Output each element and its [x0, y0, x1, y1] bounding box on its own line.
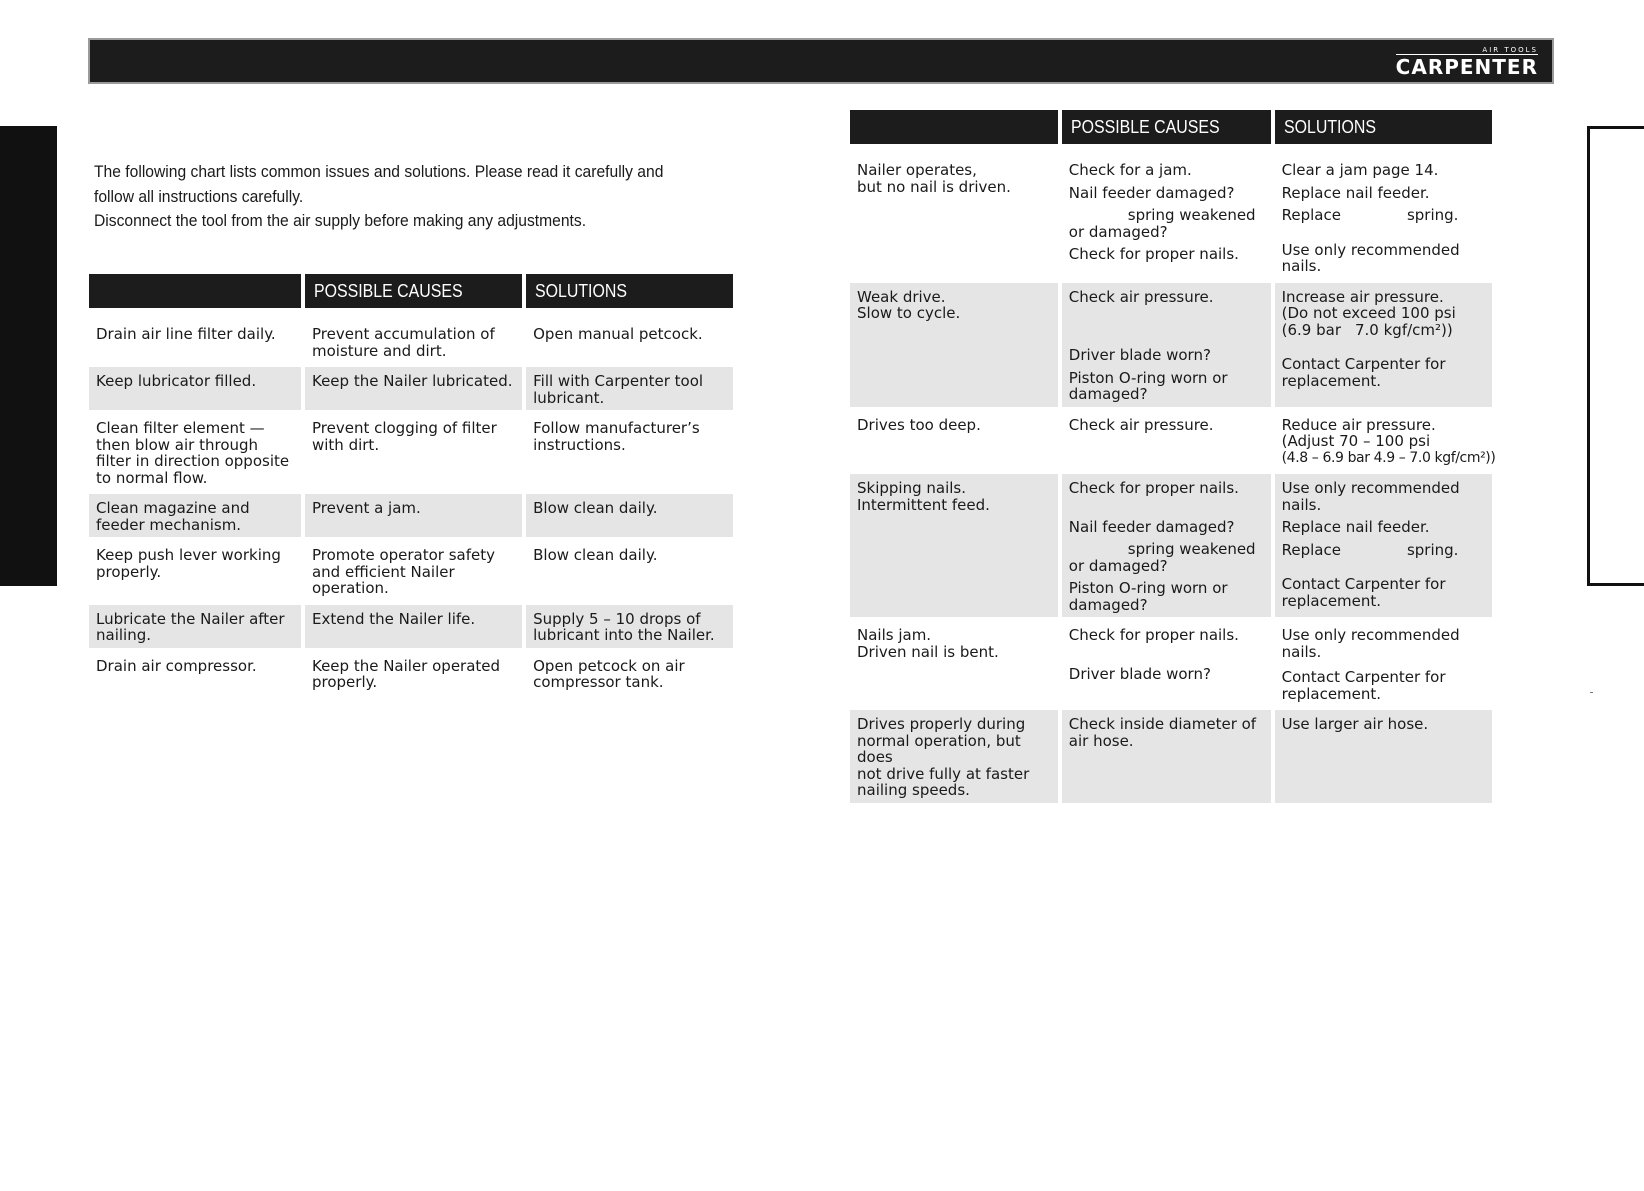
maintenance-action: Keep push lever working properly.	[96, 546, 281, 581]
table-row	[89, 541, 733, 601]
right-section-tab	[1587, 126, 1644, 586]
maintenance-solution: Open manual petcock.	[533, 325, 703, 343]
solutions-cell	[1275, 474, 1492, 617]
problem-line: Intermittent feed.	[857, 495, 990, 514]
solution-line: replacement.	[1281, 591, 1382, 610]
solution-line: Replace spring.	[1281, 540, 1459, 559]
cause-line: spring weakened	[1127, 206, 1256, 224]
solution-line: (6.9 bar 7.0 kgf/cm²))	[1281, 320, 1453, 339]
page-mark	[1590, 692, 1593, 693]
intro-line: follow all instructions carefully.	[94, 186, 304, 206]
maintenance-action: Drain air line filter daily.	[96, 325, 276, 343]
solution-line: Use larger air hose.	[1281, 715, 1429, 733]
solutions-cell	[1275, 148, 1492, 279]
solution-line: (4.8 – 6.9 bar 4.9 – 7.0 kgf/cm²))	[1281, 449, 1496, 466]
troubleshooting-table	[846, 106, 1496, 807]
problem-cell	[850, 148, 1058, 279]
column-header-solutions: SOLUTIONS	[1275, 110, 1492, 144]
table-row	[89, 652, 733, 695]
maintenance-solution: Blow clean daily.	[533, 546, 658, 564]
cause-line: Piston O-ring worn or	[1068, 368, 1228, 387]
maintenance-cause: Prevent accumulation of moisture and dirt.	[311, 325, 495, 360]
table-row	[850, 621, 1492, 706]
table-row	[89, 367, 733, 410]
cause-line: or damaged?	[1068, 222, 1168, 241]
problem-line: Slow to cycle.	[857, 304, 961, 322]
causes-cell	[1062, 474, 1271, 617]
solution-line: Reduce air pressure.	[1281, 415, 1436, 434]
logo-wordmark: CARPENTER	[1395, 55, 1538, 79]
maintenance-action: Keep lubricator filled.	[89, 367, 301, 410]
table-header-row	[89, 274, 733, 308]
problem-line: but no nail is driven.	[857, 177, 1011, 196]
table-row	[850, 148, 1492, 279]
maintenance-cause: Promote operator safety and efficient Nailer operation.	[311, 546, 496, 597]
solutions-cell	[1275, 710, 1492, 803]
cause-line: Check for a jam.	[1068, 161, 1192, 179]
table-row	[89, 605, 733, 648]
cause-line: Piston O-ring worn or	[1068, 579, 1228, 597]
cause-line: Driver blade worn?	[1068, 346, 1211, 364]
header-bar	[88, 38, 1554, 84]
causes-cell	[1062, 283, 1271, 407]
table-row	[850, 411, 1492, 471]
maintenance-solution: Fill with Carpenter tool lubricant.	[526, 367, 733, 410]
solution-line: Contact Carpenter for	[1281, 575, 1446, 593]
table-row	[89, 312, 733, 363]
problem-line: Nailer operates,	[857, 161, 977, 179]
solution-line: Increase air pressure.	[1281, 287, 1444, 306]
cause-line: spring weakened	[1127, 540, 1256, 558]
solutions-cell	[1275, 411, 1496, 471]
column-header-causes: POSSIBLE CAUSES	[1062, 110, 1271, 144]
maintenance-action: Drain air compressor.	[96, 656, 257, 675]
solution-line: Replace spring.	[1281, 206, 1459, 224]
problem-line: Driven nail is bent.	[857, 642, 999, 661]
solution-line: (Do not exceed 100 psi	[1281, 304, 1456, 322]
solution-line: Use only recommended	[1281, 240, 1460, 259]
cause-line: damaged?	[1068, 385, 1148, 403]
cause-line: Driver blade worn?	[1068, 664, 1211, 683]
causes-cell	[1062, 411, 1271, 471]
table-row	[850, 474, 1492, 617]
problem-line: Weak drive.	[857, 287, 946, 306]
column-header-blank	[89, 274, 301, 308]
column-header-solutions: SOLUTIONS	[526, 274, 733, 308]
cause-line: Check for proper nails.	[1068, 626, 1239, 644]
solutions-cell	[1275, 283, 1492, 407]
solution-line: nails.	[1281, 495, 1322, 514]
solutions-cell	[1275, 621, 1492, 706]
problem-cell	[850, 621, 1058, 706]
solution-line: Contact Carpenter for	[1281, 668, 1446, 686]
table-row	[89, 414, 733, 490]
problem-line: Drives properly during	[857, 715, 1026, 733]
maintenance-solution: Open petcock on air compressor tank.	[533, 656, 685, 691]
cause-line: Check for proper nails.	[1068, 479, 1239, 497]
solution-line: replacement.	[1281, 684, 1382, 703]
maintenance-cause: Keep the Nailer operated properly.	[311, 656, 501, 691]
maintenance-table	[85, 270, 737, 699]
carpenter-logo	[1396, 46, 1538, 78]
intro-line: The following chart lists common issues and solutions. Please read it carefully and	[94, 162, 664, 181]
column-header-blank	[850, 110, 1058, 144]
solution-line: Contact Carpenter for	[1281, 355, 1446, 373]
maintenance-solution: Supply 5 – 10 drops of lubricant into the Nailer.	[526, 605, 733, 648]
cause-line: Nail feeder damaged?	[1068, 517, 1235, 536]
causes-cell	[1062, 148, 1271, 279]
cause-line: Check inside diameter of	[1068, 715, 1257, 733]
intro-paragraph	[94, 160, 683, 234]
problem-cell	[850, 474, 1058, 617]
problem-line: not drive fully at faster	[857, 764, 1030, 783]
intro-line: Disconnect the tool from the air supply before making any adjustments.	[94, 211, 587, 230]
causes-cell	[1062, 710, 1271, 803]
problem-cell	[850, 710, 1058, 803]
cause-line: Check air pressure.	[1068, 415, 1214, 434]
solution-line: Replace nail feeder.	[1281, 183, 1430, 202]
cause-line: damaged?	[1068, 595, 1148, 614]
solution-line: (Adjust 70 – 100 psi	[1281, 432, 1431, 450]
cause-line: or damaged?	[1068, 556, 1168, 575]
maintenance-action: Lubricate the Nailer after nailing.	[89, 605, 301, 648]
problem-line: Drives too deep.	[857, 415, 981, 434]
solution-line: Use only recommended	[1281, 479, 1460, 497]
maintenance-cause: Prevent a jam.	[305, 494, 522, 537]
table-row	[89, 494, 733, 537]
maintenance-cause: Extend the Nailer life.	[305, 605, 522, 648]
table-row	[850, 283, 1492, 407]
maintenance-solution: Blow clean daily.	[526, 494, 733, 537]
problem-cell	[850, 411, 1058, 471]
table-header-row	[850, 110, 1492, 144]
logo-subtitle: AIR TOOLS	[1396, 46, 1538, 55]
causes-cell	[1062, 621, 1271, 706]
solution-line: replacement.	[1281, 371, 1382, 390]
solution-line: nails.	[1281, 642, 1322, 661]
problem-line: nailing speeds.	[857, 781, 970, 799]
solution-line: nails.	[1281, 257, 1322, 275]
problem-line: Skipping nails.	[857, 479, 966, 497]
maintenance-cause: Prevent clogging of filter with dirt.	[311, 419, 497, 454]
problem-line: normal operation, but does	[857, 731, 1021, 766]
problem-cell	[850, 283, 1058, 407]
maintenance-action: Clean magazine and feeder mechanism.	[89, 494, 301, 537]
left-section-tab	[0, 126, 57, 586]
solution-line: Clear a jam page 14.	[1281, 161, 1439, 179]
maintenance-solution: Follow manufacturer’s instructions.	[533, 419, 700, 454]
maintenance-action: Clean filter element — then blow air through filter in direction opposite to normal flow.	[96, 419, 290, 487]
cause-line: Check for proper nails.	[1068, 245, 1239, 263]
column-header-causes: POSSIBLE CAUSES	[305, 274, 522, 308]
solution-line: Use only recommended	[1281, 626, 1460, 644]
cause-line: Nail feeder damaged?	[1068, 183, 1235, 202]
solution-line: Replace nail feeder.	[1281, 518, 1430, 536]
cause-line: air hose.	[1068, 731, 1134, 750]
table-row	[850, 710, 1492, 803]
maintenance-cause: Keep the Nailer lubricated.	[305, 367, 522, 410]
cause-line: Check air pressure.	[1068, 287, 1214, 306]
problem-line: Nails jam.	[857, 626, 932, 644]
